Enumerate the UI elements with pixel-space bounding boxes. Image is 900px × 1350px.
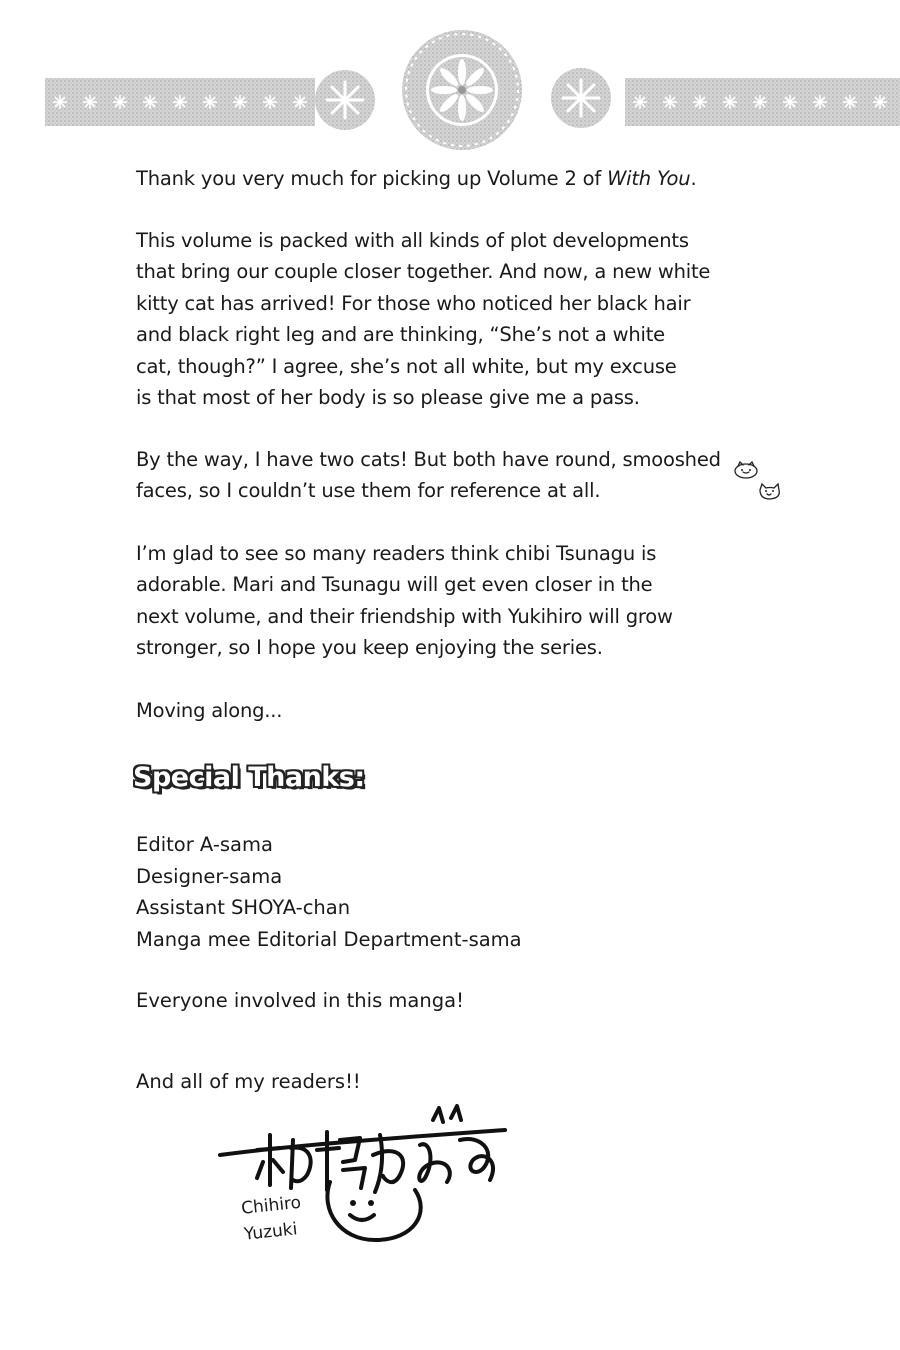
letter-paragraph-5: Moving along... bbox=[136, 698, 283, 722]
special-thanks-heading: Special Thanks: bbox=[133, 762, 365, 793]
manga-title: With You bbox=[607, 167, 691, 190]
letter-paragraph-4: I’m glad to see so many readers think chibi Tsunagu is adorable. Mari and Tsunagu will get even closer in the next volume, and their friendship with Yukihiro will grow stronger, so I hope you keep enjoying the series. bbox=[136, 541, 673, 659]
medallion-left bbox=[315, 70, 375, 130]
signature-name bbox=[240, 1190, 305, 1248]
letter-paragraph-3: By the way, I have two cats! But both have round, smooshed faces, so I couldn’t use them for reference at all. bbox=[136, 447, 721, 502]
thanks-list bbox=[136, 829, 522, 955]
thanks-everyone: Everyone involved in this manga! bbox=[136, 989, 464, 1012]
thanks-item: Assistant SHOYA-chan bbox=[136, 896, 351, 919]
signature-first-name: Chihiro bbox=[240, 1192, 302, 1219]
letter-paragraph-2: This volume is packed with all kinds of plot developments that bring our couple closer together. And now, a new white kitty cat has arrived! For those who noticed her black hair and black right leg and are thinking, “She’s not a white cat, though?” I agree, she’s not all white, but my excuse is that most of her body is so please give me a pass. bbox=[136, 228, 711, 409]
letter-body bbox=[136, 163, 736, 726]
thanks-item: Manga mee Editorial Department-sama bbox=[136, 927, 522, 951]
thanks-readers: And all of my readers!! bbox=[136, 1070, 361, 1093]
lace-banner bbox=[0, 0, 900, 160]
thanks-item: Editor A-sama bbox=[136, 833, 273, 856]
signature-last-name: Yuzuki bbox=[243, 1219, 299, 1245]
letter-paragraph-1 bbox=[136, 163, 736, 195]
cat-faces-icon bbox=[730, 458, 790, 508]
letter-para1-text: Thank you very much for picking up Volume 2 of bbox=[136, 167, 608, 190]
thanks-item: Designer-sama bbox=[136, 864, 283, 888]
medallion-center bbox=[402, 30, 522, 150]
letter-para1-end: . bbox=[690, 167, 697, 190]
medallion-right bbox=[551, 68, 611, 128]
